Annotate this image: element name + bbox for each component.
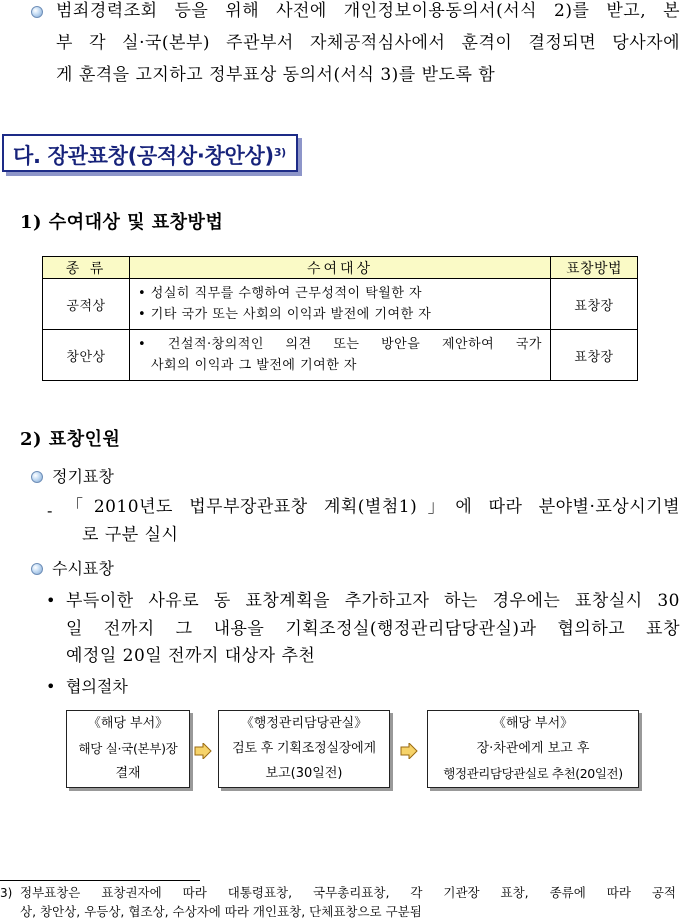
flow-step-line: 행정관리담당관실로 추천(20일전) — [443, 766, 623, 781]
flow-step-line: 보고(30일전) — [265, 766, 343, 781]
table-cell-method: 표창장 — [551, 279, 638, 330]
flow-step-line: 《행정관리담당관실》 — [240, 716, 368, 731]
regular-line-2: 로 구분 실시 — [82, 525, 179, 545]
flow-step-line: 결재 — [115, 766, 141, 781]
footnote-divider — [0, 880, 200, 881]
adhoc-line-3: 예정일 20일 전까지 대상자 추천 — [66, 646, 316, 666]
target-line: • 건설적·창의적인 의견 또는 방안을 제안하여 국가 — [138, 337, 542, 352]
table-cell-method: 표창장 — [551, 330, 638, 381]
adhoc-line-1: 부득이한 사유로 동 표창계획을 추가하고자 하는 경우에는 표창실시 30 — [66, 591, 680, 611]
intro-line-1: 범죄경력조회 등을 위해 사전에 개인정보이용동의서(서식 2)를 받고, 본 — [56, 1, 680, 21]
section-heading — [2, 134, 298, 172]
table-header-row — [43, 257, 638, 279]
bullet-marker: • — [46, 677, 56, 696]
arrow-right-icon — [194, 743, 212, 759]
table-cell-type: 창안상 — [43, 330, 130, 381]
table-cell-type: 공적상 — [43, 279, 130, 330]
dash-marker: - — [47, 501, 53, 520]
intro-line-3: 게 훈격을 고지하고 정부표상 동의서(서식 3)를 받도록 함 — [56, 65, 496, 85]
subsection-title-2: 2) 표창인원 — [20, 429, 121, 450]
footnote-marker: 3) — [0, 886, 13, 900]
round-bullet-icon — [31, 563, 43, 575]
arrow-right-icon — [400, 743, 418, 759]
flow-step-1 — [66, 710, 190, 788]
target-line: • 성실히 직무를 수행하여 근무성적이 탁월한 자 — [138, 286, 423, 301]
adhoc-award-label: 수시표창 — [52, 559, 114, 578]
adhoc-line-2: 일 전까지 그 내용을 기획조정실(행정관리담당관실)과 협의하고 표창 — [66, 619, 680, 639]
flow-step-line: 검토 후 기획조정실장에게 — [232, 741, 376, 756]
round-bullet-icon — [31, 471, 43, 483]
regular-award-label: 정기표창 — [52, 467, 114, 486]
flow-step-line: 《해당 부서》 — [87, 716, 169, 731]
footnote-line-1: 정부표창은 표창권자에 따라 대통령표창, 국무총리표창, 각 기관장 표창, 종류에 따라 공적 — [20, 885, 676, 900]
flow-step-line: 해당 실·국(본부)장 — [78, 741, 178, 756]
table-cell-target — [130, 330, 551, 381]
target-line: • 기타 국가 또는 사회의 이익과 발전에 기여한 자 — [138, 307, 432, 322]
subsection-title-1: 1) 수여대상 및 표창방법 — [20, 212, 224, 233]
footnote-line-2: 상, 창안상, 우등상, 협조상, 수상자에 따라 개인표창, 단체표창으로 구분됨 — [20, 904, 422, 919]
section-title: 다. 장관표창(공적상·창안상) — [13, 144, 274, 168]
round-bullet-icon — [31, 6, 43, 18]
flow-step-2 — [218, 710, 390, 788]
award-table — [42, 256, 638, 381]
table-header-target: 수여대상 — [130, 257, 551, 279]
bullet-marker: • — [46, 591, 56, 610]
flow-step-3 — [427, 710, 639, 788]
table-cell-target — [130, 279, 551, 330]
regular-line-1: 「2010년도 법무부장관표창 계획(별첨1)」에 따라 분야별·포상시기별 — [66, 497, 680, 517]
table-header-method: 표창방법 — [551, 257, 638, 279]
table-header-type: 종 류 — [43, 257, 130, 279]
procedure-label: 협의절차 — [66, 677, 128, 696]
intro-line-2: 부 각 실·국(본부) 주관부서 자체공적심사에서 훈격이 결정되면 당사자에 — [56, 33, 680, 53]
table-row — [43, 330, 638, 381]
table-row — [43, 279, 638, 330]
section-footnote-ref: 3) — [273, 146, 286, 159]
flow-step-line: 《해당 부서》 — [492, 716, 574, 731]
target-line: 사회의 이익과 그 발전에 기여한 자 — [151, 358, 357, 373]
flow-step-line: 장·차관에게 보고 후 — [476, 741, 590, 756]
